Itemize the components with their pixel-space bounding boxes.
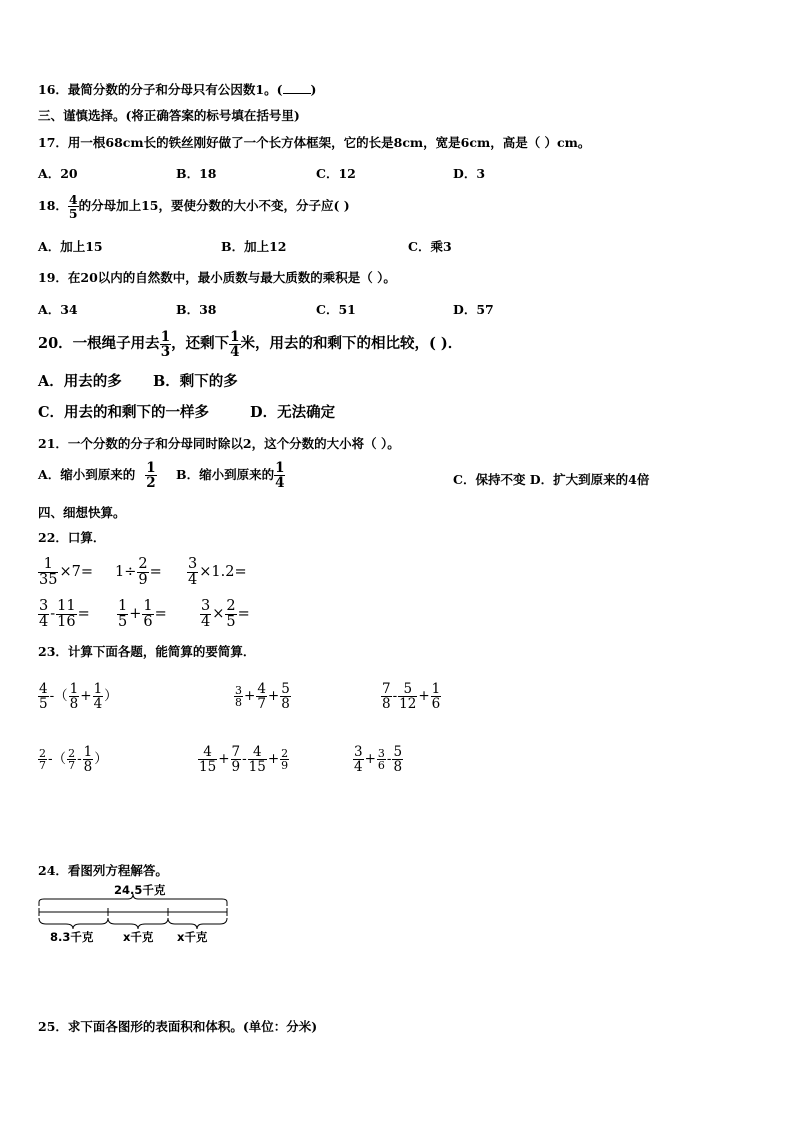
- mental-calc-1: $\frac{1}{35}$ ×7=: [39, 556, 93, 589]
- segment-brace-3: [168, 918, 227, 929]
- answer-blank[interactable]: [283, 93, 311, 94]
- question-17: 17．用一根68cm长的铁丝刚好做了一个长方体框架，它的长是8cm，宽是6cm，高是（ ）cm。: [38, 135, 591, 150]
- section-3-heading: 三、谨慎选择。(将正确答案的标号填在括号里): [38, 108, 300, 123]
- mental-calc-4: $\frac{3}{4}$ - $\frac{11}{16}$ =: [39, 598, 90, 631]
- section-4-heading: 四、细想快算。: [38, 505, 126, 520]
- calc-expression-1: $\frac{4}{5}$ -（ $\frac{1}{8}$ + $\frac{1}{4}$ ）: [39, 681, 118, 713]
- mental-calc-3: $\frac{3}{4}$ ×1.2=: [188, 556, 247, 589]
- question-24: 24．看图列方程解答。: [38, 863, 168, 878]
- question-16: 16．最简分数的分子和分母只有公因数1。( ): [38, 82, 317, 97]
- calc-expression-2: $\frac{3}{8}$ + $\frac{4}{7}$ + $\frac{5}{8}$: [235, 681, 290, 713]
- fraction: $\frac{4}{5}$: [68, 192, 78, 222]
- calc-expression-4: $\frac{2}{7}$ -（ $\frac{2}{7}$ - $\frac{1}{8}$ ）: [39, 744, 108, 776]
- mental-calc-2: 1÷ $\frac{2}{9}$ =: [115, 556, 162, 589]
- calc-expression-3: $\frac{7}{8}$ - $\frac{5}{12}$ + $\frac{1}{6}$: [382, 681, 441, 713]
- question-22: 22．口算．: [38, 530, 106, 545]
- segment-brace-2: [108, 918, 168, 929]
- mental-calc-6: $\frac{3}{4}$ × $\frac{2}{5}$ =: [201, 598, 250, 631]
- question-25: 25．求下面各图形的表面积和体积。(单位：分米): [38, 1019, 318, 1034]
- question-23: 23．计算下面各题，能简算的要简算．: [38, 644, 256, 659]
- question-20: 20．一根绳子用去 $\frac{1}{3}$ ，还剩下 $\frac{1}{4}$ 米，用去的和剩下的相比较，( )．: [38, 329, 463, 361]
- mental-calc-5: $\frac{1}{5}$ + $\frac{1}{6}$ =: [118, 598, 167, 631]
- calc-expression-6: $\frac{3}{4}$ + $\frac{3}{6}$ - $\frac{5}{8}$: [354, 744, 403, 776]
- q17-option-b[interactable]: B．18: [176, 166, 217, 181]
- q21-option-b[interactable]: B．缩小到原来的 $\frac{1}{4}$: [176, 460, 285, 492]
- q17-option-d[interactable]: D．3: [453, 166, 486, 181]
- q19-option-c[interactable]: C．51: [316, 302, 356, 317]
- calc-expression-5: $\frac{4}{15}$ + $\frac{7}{9}$ - $\frac{4}{15}$ + $\frac{2}{9}$: [199, 744, 289, 776]
- q21-option-c-d[interactable]: C．保持不变 D．扩大到原来的4倍: [453, 472, 650, 487]
- fraction: $\frac{1}{2}$: [146, 460, 156, 492]
- q19-option-a[interactable]: A．34: [38, 302, 78, 317]
- q17-option-a[interactable]: A．20: [38, 166, 78, 181]
- q20-option-b[interactable]: B．剩下的多: [153, 373, 238, 390]
- fraction: $\frac{1}{3}$: [160, 329, 171, 361]
- q19-option-d[interactable]: D．57: [453, 302, 494, 317]
- segment-label-2: x千克: [123, 930, 154, 944]
- q21-option-a[interactable]: A．缩小到原来的 $\frac{1}{2}$: [38, 460, 156, 492]
- total-weight-label: 24.5千克: [114, 883, 166, 897]
- q20-option-c[interactable]: C．用去的和剩下的一样多: [38, 404, 210, 421]
- segment-brace-1: [39, 918, 108, 929]
- q17-option-c[interactable]: C．12: [316, 166, 356, 181]
- question-18: 18． $\frac{4}{5}$ 的分母加上15，要使分数的大小不变，分子应( ): [38, 192, 350, 222]
- q18-option-b[interactable]: B．加上12: [221, 239, 287, 254]
- question-19: 19．在20以内的自然数中，最小质数与最大质数的乘积是（ ）。: [38, 270, 396, 285]
- q20-option-a[interactable]: A．用去的多: [38, 373, 122, 390]
- q19-option-b[interactable]: B．38: [176, 302, 217, 317]
- segment-label-3: x千克: [177, 930, 208, 944]
- segment-label-1: 8.3千克: [50, 930, 94, 944]
- q18-option-c[interactable]: C．乘3: [408, 239, 452, 254]
- fraction: $\frac{1}{4}$: [230, 329, 240, 361]
- q20-option-d[interactable]: D．无法确定: [250, 404, 336, 421]
- question-21: 21．一个分数的分子和分母同时除以2，这个分数的大小将（ ）。: [38, 436, 400, 451]
- q18-option-a[interactable]: A．加上15: [38, 239, 103, 254]
- fraction: $\frac{1}{4}$: [275, 460, 285, 492]
